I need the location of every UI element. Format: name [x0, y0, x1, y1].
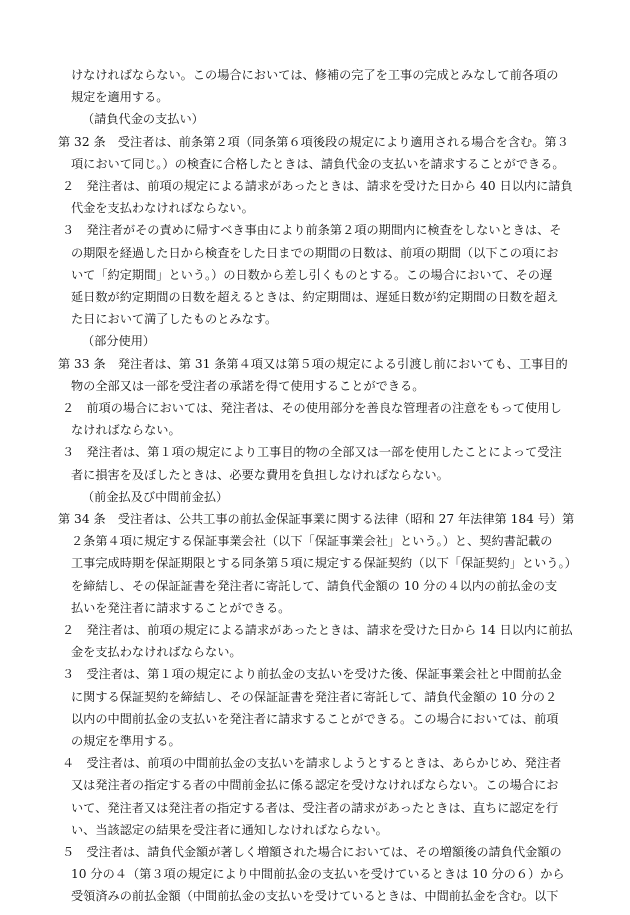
text-line: いて、発注者又は発注者の指定する者は、受注者の請求があったときは、直ちに認定を行 [71, 800, 559, 815]
section-heading: （前金払及び中間前金払） [82, 489, 229, 504]
text-line: 者に損害を及ぼしたときは、必要な費用を負担しなければならない。 [71, 467, 449, 482]
text-line: けなければならない。この場合においては、修補の完了を工事の完成とみなして前各項の [71, 68, 559, 82]
text-line: 工事完成時期を保証期限とする同条第５項に規定する保証契約（以下「保証契約」という。） [71, 556, 577, 571]
text-line: 規定を適用する。 [71, 90, 169, 105]
text-line: ２ 発注者は、前項の規定による請求があったときは、請求を受けた日から 40 日以内に請負 [62, 179, 573, 193]
section-heading: （部分使用） [82, 334, 156, 349]
clause-paragraph [58, 441, 578, 485]
text-line: 以内の中間前払金の支払いを発注者に請求することができる。この場合においては、前項 [71, 711, 559, 726]
text-line: 10 分の４（第３項の規定により中間前払金の支払いを受けているときは 10 分の６）から [71, 867, 565, 882]
text-line: 又は発注者の指定する者の中間前金払に係る認定を受けなければならない。この場合にお [71, 778, 559, 793]
text-line: ２ 発注者は、前項の規定による請求があったときは、請求を受けた日から 14 日以内に前払 [62, 623, 573, 637]
clause-paragraph [58, 175, 578, 219]
clause-paragraph [58, 619, 578, 663]
text-line: ５ 受注者は、請負代金額が著しく増額された場合においては、その増額後の請負代金額の [62, 845, 562, 859]
clause-paragraph [58, 397, 578, 441]
text-line: ３ 発注者は、第１項の規定により工事目的物の全部又は一部を使用したことによって受注 [62, 445, 562, 460]
continued-paragraph [58, 64, 578, 108]
text-line: の規定を準用する。 [71, 733, 181, 748]
text-line: なければならない。 [71, 423, 181, 438]
text-line: 第 32 条 受注者は、前条第２項（同条第６項後段の規定により適用される場合を含む。第３ [58, 134, 569, 149]
clause-paragraph [58, 752, 578, 841]
text-line: 物の全部又は一部を受注者の承諾を得て使用することができる。 [71, 378, 425, 393]
text-line: 金を支払わなければならない。 [71, 645, 242, 660]
text-line: ３ 発注者がその責めに帰すべき事由により前条第２項の期間内に検査をしないときは、そ [62, 223, 562, 238]
text-line: 項において同じ。）の検査に合格したときは、請負代金の支払いを請求することができる。 [71, 156, 565, 171]
text-line: 受領済みの前払金額（中間前払金の支払いを受けているときは、中間前払金を含む。以下 [71, 889, 559, 904]
article-paragraph [58, 131, 578, 175]
text-line: い、当該認定の結果を受注者に通知しなければならない。 [71, 822, 388, 837]
clause-paragraph [58, 219, 578, 330]
text-line: いて「約定期間」という。）の日数から差し引くものとする。この場合において、その遅 [71, 267, 553, 282]
text-line: ４ 受注者は、前項の中間前払金の支払いを請求しようとするときは、あらかじめ、発注者 [62, 756, 562, 771]
section-heading: （請負代金の支払い） [82, 112, 204, 127]
text-line: 第 34 条 受注者は、公共工事の前払金保証事業に関する法律（昭和 27 年法律第 184 号）第 [58, 512, 575, 526]
text-line: ２ 前項の場合においては、発注者は、その使用部分を善良な管理者の注意をもって使用し [62, 401, 562, 415]
article-paragraph [58, 353, 578, 397]
text-line: を締結し、その保証証書を発注者に寄託して、請負代金額の 10 分の４以内の前払金の支 [71, 578, 558, 593]
text-line: 代金を支払わなければならない。 [71, 201, 254, 216]
text-line: ２条第４項に規定する保証事業会社（以下「保証事業会社」という。）と、契約書記載の [71, 534, 553, 549]
text-line: ３ 受注者は、第１項の規定により前払金の支払いを受けた後、保証事業会社と中間前払金 [62, 667, 562, 682]
text-line: に関する保証契約を締結し、その保証証書を発注者に寄託して、請負代金額の 10 分の２ [71, 689, 558, 704]
text-line: 払いを発注者に請求することができる。 [71, 600, 291, 615]
clause-paragraph [58, 663, 578, 752]
text-line: 延日数が約定期間の日数を超えるときは、約定期間は、遅延日数が約定期間の日数を超え [71, 289, 559, 304]
text-line: 第 33 条 発注者は、第 31 条第４項又は第５項の規定による引渡し前においても、工事目的 [58, 356, 568, 371]
text-line: た日において満了したものとみなす。 [71, 312, 278, 327]
clause-paragraph [58, 841, 578, 908]
text-line: の期限を経過した日から検査をした日までの期間の日数は、前項の期間（以下この項にお [71, 245, 559, 260]
article-paragraph [58, 508, 578, 619]
